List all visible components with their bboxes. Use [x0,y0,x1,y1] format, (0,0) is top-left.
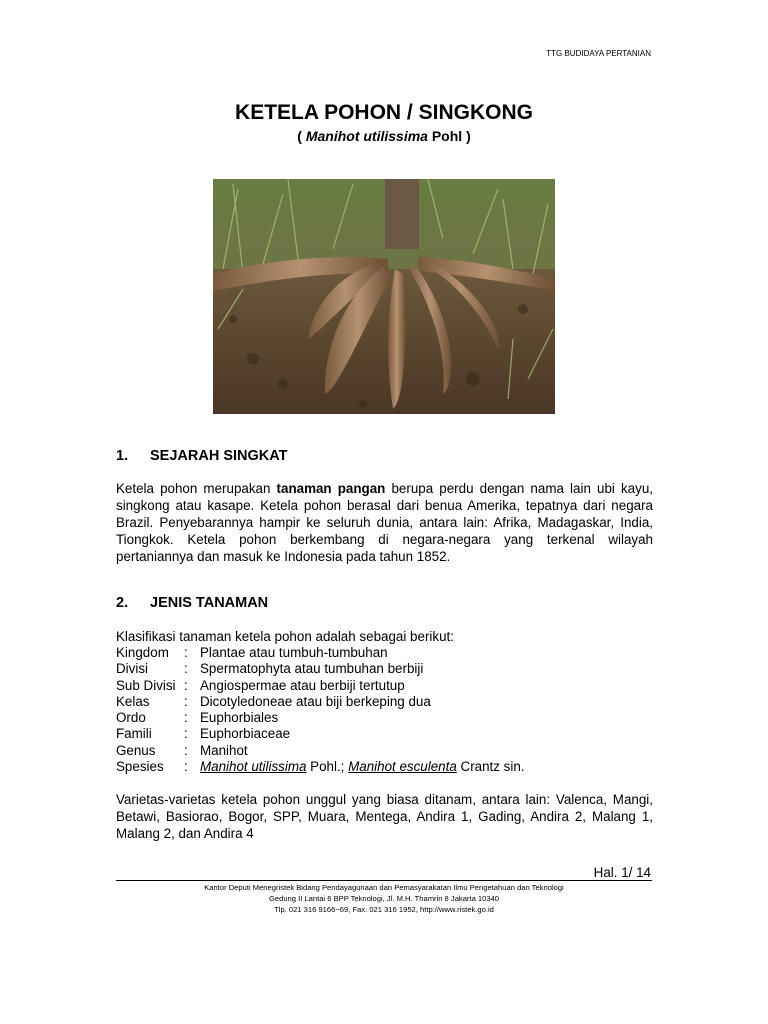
page-number: Hal. 1/ 14 [593,865,651,880]
classification-key: Spesies [116,759,164,775]
classification-value: Angiospermae atau berbiji tertutup [200,677,405,693]
classification-value [200,759,525,775]
classification-value: Plantae atau tumbuh-tumbuhan [200,645,388,660]
species-author-2: Crantz sin. [456,759,525,775]
classification-row [116,726,525,742]
classification-row [116,743,525,759]
classification-key: Kingdom [116,645,169,660]
classification-row [116,661,525,677]
classification-row [116,710,525,726]
classification-row-species [116,759,525,775]
classification-colon: : [184,661,188,677]
section-1-paragraph [116,480,653,565]
classification-colon: : [184,759,188,775]
classification-row [116,694,525,710]
classification-value: Euphorbiaceae [200,726,291,742]
subtitle-open: ( [297,128,306,144]
classification-colon: : [184,645,188,660]
footer-line-3: Tlp. 021 316 9166~69, Fax. 021 316 1952, http://www.ristek.go.id [274,905,494,914]
classification-key: Famili [116,726,152,742]
classification-value: Spermatophyta atau tumbuhan berbiji [200,661,424,677]
page-title: KETELA POHON / SINGKONG [235,101,533,124]
paragraph-text: Ketela pohon merupakan [116,481,277,496]
page-subtitle [0,128,768,144]
section-2-heading [116,595,268,611]
classification-value: Dicotyledoneae atau biji berkeping dua [200,693,431,709]
classification-row [116,678,525,694]
paragraph-text: berupa perdu dengan nama lain ubi kayu, singkong atau kasape. Ketela pohon berasal dari benua Amerika, tepatnya dari negara Brazil. Penyebarannya hampir ke seluruh dunia, antara lain: Afrika, Madagaskar, India, Tiongkok. Ketela pohon berkembang di negara-negara yang terkenal wilayah pertaniannya dan masuk ke Indonesia pada tahun 1852. [116,481,653,564]
species-author-1: Pohl.; [306,759,349,775]
section-1-heading [116,448,288,464]
classification-key: Ordo [116,710,146,726]
cassava-roots-photo [213,179,555,414]
species-name-2: Manihot esculenta [348,759,457,775]
classification-value: Manihot [200,742,248,758]
subtitle-author: Pohl ) [427,128,471,144]
footer-line-2: Gedung II Lantai 6 BPP Teknologi, Jl. M.H. Thamrin 8 Jakarta 10340 [268,894,500,903]
section-2-title: JENIS TANAMAN [150,595,269,611]
footer-line-1: Kantor Deputi Menegristek Bidang Pendayagunaan dan Pemasyarakatan Ilmu Pengetahuan dan Teknologi [204,883,564,892]
header-tag: TTG BUDIDAYA PERTANIAN [546,49,651,58]
subtitle-latin-name: Manihot utilissima [305,128,428,144]
classification-colon: : [184,677,188,693]
bold-term: tanaman pangan [276,481,386,496]
classification-key: Kelas [116,693,150,709]
section-1-title: SEJARAH SINGKAT [150,448,288,464]
classification-table [116,645,525,775]
species-name-1: Manihot utilissima [200,759,307,775]
classification-row [116,645,525,661]
classification-colon: : [184,693,188,709]
classification-key: Divisi [116,661,148,677]
classification-key: Sub Divisi [116,677,176,693]
varieties-paragraph: Varietas-varietas ketela pohon unggul yang biasa ditanam, antara lain: Valenca, Mangi, Betawi, Basiorao, Bogor, SPP, Muara, Mentega, Andira 1, Gading, Andira 2, Malang 1, Malang 2, dan Andira 4 [116,792,653,841]
section-2-number: 2. [116,595,129,611]
classification-intro: Klasifikasi tanaman ketela pohon adalah sebagai berikut: [116,629,454,644]
classification-colon: : [184,726,188,742]
classification-colon: : [184,710,188,726]
classification-colon: : [184,742,188,758]
footer-divider [116,880,652,881]
classification-value: Euphorbiales [200,710,279,726]
classification-key: Genus [116,742,156,758]
section-1-number: 1. [116,448,129,464]
